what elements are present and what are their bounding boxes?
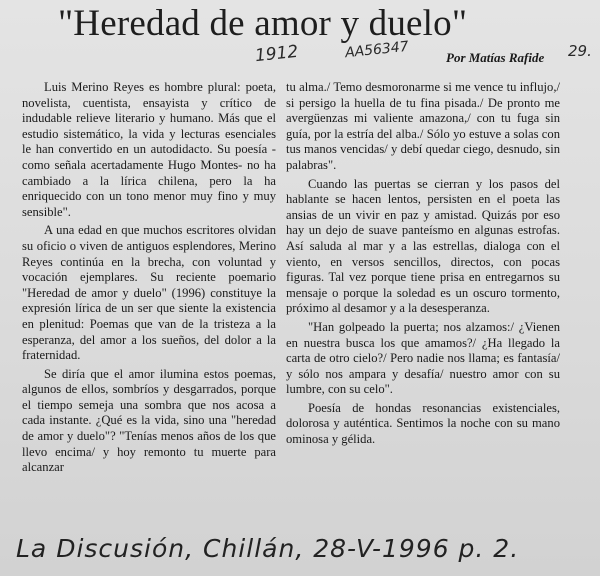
handwritten-year: 1912	[254, 41, 300, 67]
handwritten-code: AA56347	[344, 38, 410, 62]
paragraph: "Han golpeado la puerta; nos alzamos:/ ¿Vienen en nuestra busca los que amamos?/ ¿Ha llegado la carta de otro cielo?/ Pero nadie nos llama; es fantasía/ y sólo nos ampara y desafía/ nuestro amor con su lumbre, con su celo".	[286, 319, 560, 397]
paragraph: A una edad en que muchos escritores olvidan su oficio o viven de antiguos esplendores, Merino Reyes continúa en la brecha, con voluntad y vocación ejemplares. Su reciente poemario "Heredad de amor y duelo" (1996) constituye la expresión lírica de un ser que siente la existencia en plenitud: Poemas que van de la tristeza a la esperanza, del amor a los sueños, del dolor a la fraternidad.	[22, 223, 276, 363]
paragraph: Cuando las puertas se cierran y los pasos del hablante se hacen lentos, persisten en el poeta las ansias de un vivir en paz y amistad. Quizás por eso hay un dejo de suave panteísmo en algunas estrofas. Así saluda al mar y a las estrellas, dialoga con el viento, en versos sencillos, directos, con pocas figuras. Tal vez porque tiene prisa en entregarnos su mensaje o porque la soledad es un oscuro tormento, próximo al desamor y a la desesperanza.	[286, 176, 560, 316]
handwritten-source-note: La Discusión, Chillán, 28-V-1996 p. 2.	[16, 534, 520, 563]
article-title: "Heredad de amor y duelo"	[58, 3, 468, 44]
column-left	[22, 80, 276, 479]
paragraph: Poesía de hondas resonancias existenciales, dolorosa y auténtica. Sentimos la noche con su mano ominosa y gélida.	[286, 400, 560, 447]
paragraph: Se diría que el amor ilumina estos poemas, algunos de ellos, sombríos y desgarrados, porque el tiempo semeja una sombra que nos acosa a cada instante. ¿Qué es la vida, sino una "heredad de amor y duelo"? "Tenías menos años de los que llevo encima/ y hoy remonto tu muerte para alcanzar	[22, 366, 276, 475]
paragraph: Luis Merino Reyes es hombre plural: poeta, novelista, cuentista, ensayista y crítico de indudable relieve literario y humano. Más que el estudio sistemático, la vida y lecturas esenciales le han convertido en un autodidacto. Su poesía -como señala acertadamente Hugo Montes- no ha cambiado a la lírica chilena, pero la ha enriquecido con un tono menor muy fino y muy sensible".	[22, 80, 276, 219]
paragraph: tu alma./ Temo desmoronarme si me vence tu influjo,/ si persigo la huella de tu fina pisada./ De pronto me avergüenzas mi valiente amazona,/ con tu fuga sin guía, por la estría del alba./ Sólo yo estuve a solas con tus manos vencidas/ y debí quedar ciego, desnudo, sin palabras".	[286, 80, 560, 172]
handwritten-number: 29.	[568, 42, 592, 60]
column-right	[286, 80, 560, 451]
byline: Por Matías Rafide	[446, 50, 545, 65]
